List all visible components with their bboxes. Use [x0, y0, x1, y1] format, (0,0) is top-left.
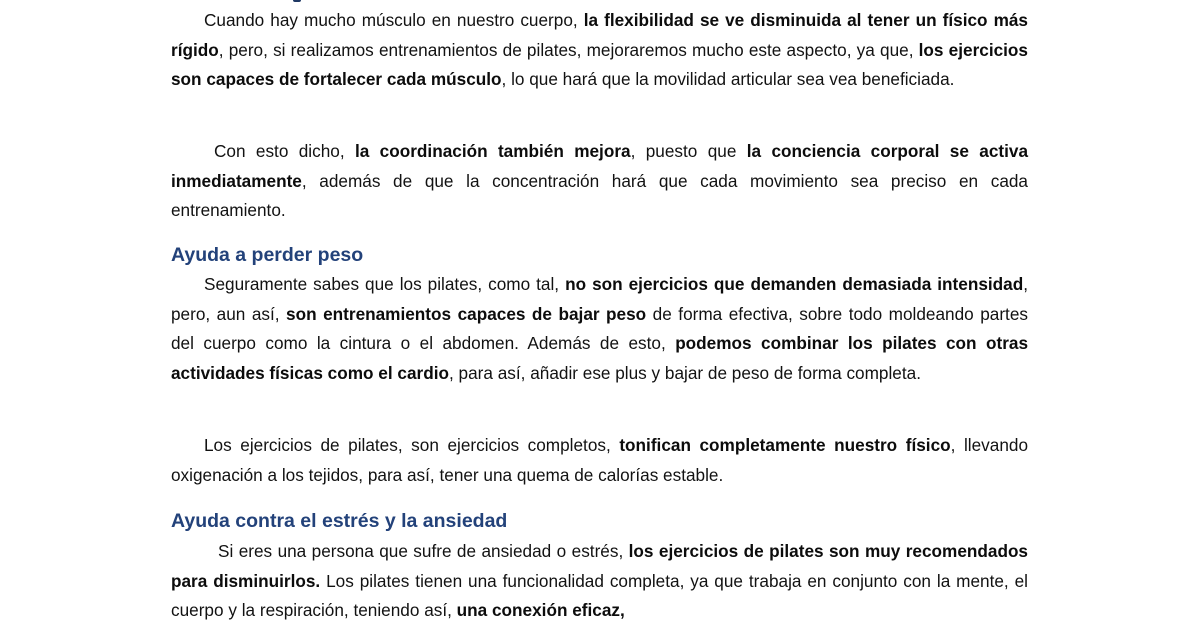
bold-run: los ejercicios de pilates son muy recomendados para disminuirlos.	[171, 541, 1028, 591]
text-run: , para así, añadir ese plus y bajar de peso de forma completa.	[449, 362, 921, 383]
text-run: Los ejercicios de pilates, son ejercicios completos,	[204, 435, 620, 455]
text-run: , llevando oxigenación a los tejidos, para así, tener una quema de calorías estable.	[171, 435, 1029, 485]
bold-run: la conciencia corporal se activa inmediatamente	[171, 141, 1029, 191]
text-run: Seguramente sabes que los pilates, como tal,	[204, 274, 566, 294]
paragraph-toning	[171, 431, 1028, 490]
clipped-heading-fragment	[171, 0, 571, 4]
paragraph-weight-loss	[171, 270, 1028, 388]
clipped-heading-glyph	[293, 0, 301, 2]
bold-run: la coordinación también mejora	[354, 141, 631, 161]
bold-run: una conexión eficaz,	[456, 600, 625, 620]
bold-run: son entrenamientos capaces de bajar peso	[286, 303, 647, 324]
paragraph-stress	[171, 537, 1028, 626]
bold-run: tonifican completamente nuestro físico	[619, 435, 951, 455]
text-run: , pero, aun así,	[171, 274, 1028, 324]
text-run: , puesto que	[630, 141, 747, 161]
heading-stress: Ayuda contra el estrés y la ansiedad	[171, 510, 508, 532]
text-run: de forma efectiva, sobre todo moldeando partes del cuerpo como la cintura o el abdomen. Además de esto,	[171, 303, 1028, 353]
text-run: , además de que la concentración hará que cada movimiento sea preciso en cada entrenamiento.	[171, 170, 1028, 220]
paragraph-coordination	[171, 137, 1028, 226]
bold-run: la flexibilidad se ve disminuida al tener un físico más rígido	[171, 10, 1028, 60]
text-run: Los pilates tienen una funcionalidad completa, ya que trabaja en conjunto con la mente, el cuerpo y la respiración, teniendo así,	[171, 570, 1028, 620]
text-run: , pero, si realizamos entrenamientos de pilates, mejoraremos mucho este aspecto, ya que,	[218, 39, 919, 60]
bold-run: no son ejercicios que demanden demasiada intensidad	[565, 274, 1024, 294]
text-run: Con esto dicho,	[214, 141, 355, 161]
heading-weight-loss: Ayuda a perder peso	[171, 244, 364, 266]
bold-run: los ejercicios son capaces de fortalecer cada músculo	[171, 39, 1028, 89]
text-run: Cuando hay mucho músculo en nuestro cuerpo,	[204, 10, 584, 30]
paragraph-flexibility	[171, 6, 1028, 95]
text-run: Si eres una persona que sufre de ansiedad o estrés,	[218, 541, 629, 561]
text-run: , lo que hará que la movilidad articular sea vea beneficiada.	[501, 69, 955, 89]
bold-run: podemos combinar los pilates con otras actividades físicas como el cardio	[171, 333, 1029, 383]
